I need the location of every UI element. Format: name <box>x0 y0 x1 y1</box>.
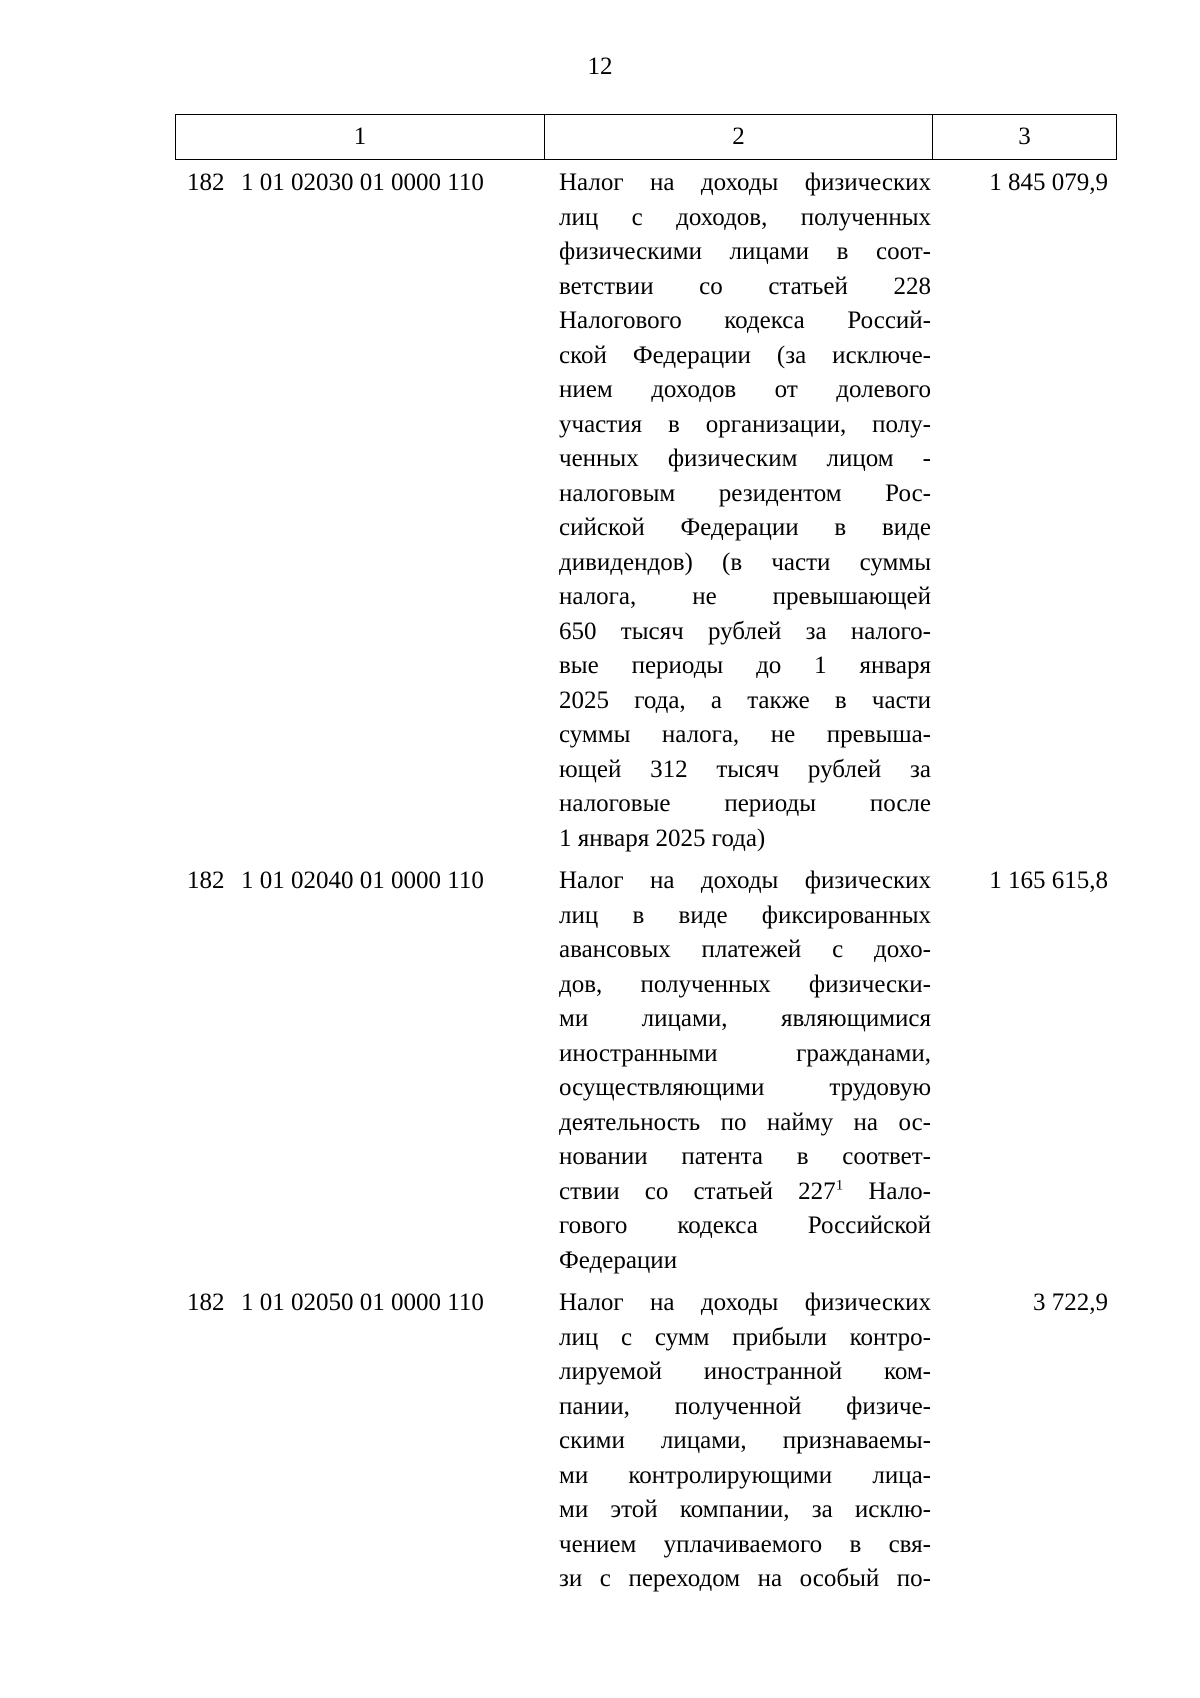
description-line: осуществляющими трудовую <box>559 1074 931 1101</box>
description-line: Налог на доходы физических <box>559 1289 931 1316</box>
description-line: пании, полученной физиче- <box>559 1392 931 1420</box>
description-line: сийской Федерации в виде <box>559 514 931 541</box>
admin-code: 182 <box>187 169 225 196</box>
description-line: Налог на доходы физических <box>559 867 931 894</box>
description-line: налоговым резидентом Рос- <box>559 479 931 507</box>
income-description <box>559 864 931 1278</box>
description-line: ми контролирующими лица- <box>559 1461 931 1489</box>
header-col-2: 2 <box>545 115 933 159</box>
description-line: налога, не превышающей <box>559 583 931 610</box>
header-col-3: 3 <box>1018 123 1031 150</box>
table-body <box>175 166 1117 1605</box>
header-col-1: 1 <box>176 115 545 159</box>
table-row <box>175 864 1117 1278</box>
description-line: физическими лицами в соот- <box>559 238 931 265</box>
budget-classification-code: 1 01 02030 01 0000 110 <box>241 169 484 196</box>
description-line: 650 тысяч рублей за налого- <box>559 617 931 645</box>
description-line: участия в организации, полу- <box>559 410 931 438</box>
budget-classification-code: 1 01 02050 01 0000 110 <box>241 1289 484 1316</box>
description-line: суммы налога, не превыша- <box>559 721 931 748</box>
description-line <box>559 1175 931 1210</box>
description-fragment: Нало- <box>843 1177 931 1205</box>
description-line: 1 января 2025 года) <box>559 824 766 852</box>
amount-value: 1 165 615,8 <box>989 867 1108 894</box>
page-number: 12 <box>587 53 613 80</box>
description-line: деятельность по найму на ос- <box>559 1108 931 1136</box>
description-line: вые периоды до 1 января <box>559 652 931 679</box>
description-line: скими лицами, признаваемы- <box>559 1427 931 1454</box>
income-description <box>559 166 931 856</box>
amount-value: 1 845 079,9 <box>989 169 1108 196</box>
description-line: ющей 312 тысяч рублей за <box>559 755 931 783</box>
description-line: Налог на доходы физических <box>559 169 931 196</box>
description-line: налоговые периоды после <box>559 790 931 817</box>
article-superscript: 1 <box>835 1177 844 1194</box>
description-line: Федерации <box>559 1246 678 1274</box>
description-line: дов, полученных физически- <box>559 970 931 998</box>
admin-code: 182 <box>187 867 225 894</box>
description-line: 2025 года, а также в части <box>559 686 931 714</box>
description-line: дивидендов) (в части суммы <box>559 548 931 576</box>
description-line: гового кодекса Российской <box>559 1212 931 1239</box>
table-row <box>175 166 1117 856</box>
description-line: новании патента в соответ- <box>559 1143 931 1170</box>
description-line: лиц с доходов, полученных <box>559 203 931 231</box>
income-description <box>559 1286 931 1597</box>
description-line: авансовых платежей с дохо- <box>559 936 931 963</box>
table-row <box>175 1286 1117 1597</box>
description-line: зи с переходом на особый по- <box>559 1565 931 1592</box>
description-line: лиц в виде фиксированных <box>559 901 931 929</box>
description-line: ченных физическим лицом - <box>559 445 931 472</box>
description-line: лируемой иностранной ком- <box>559 1358 931 1385</box>
description-fragment: ствии со статьей 227 <box>559 1177 836 1205</box>
description-line: ской Федерации (за исключе- <box>559 341 931 369</box>
description-line: чением уплачиваемого в свя- <box>559 1530 931 1558</box>
description-line: лиц с сумм прибыли контро- <box>559 1323 931 1351</box>
description-line: ми лицами, являющимися <box>559 1005 931 1032</box>
amount-value: 3 722,9 <box>1033 1289 1108 1316</box>
table-header <box>175 114 1117 160</box>
description-line: иностранными гражданами, <box>559 1039 931 1067</box>
description-line: Налогового кодекса Россий- <box>559 307 931 334</box>
description-line: нием доходов от долевого <box>559 376 931 403</box>
budget-classification-code: 1 01 02040 01 0000 110 <box>241 867 484 894</box>
description-line: ми этой компании, за исклю- <box>559 1496 931 1523</box>
description-line: ветствии со статьей 228 <box>559 272 931 300</box>
admin-code: 182 <box>187 1289 225 1316</box>
